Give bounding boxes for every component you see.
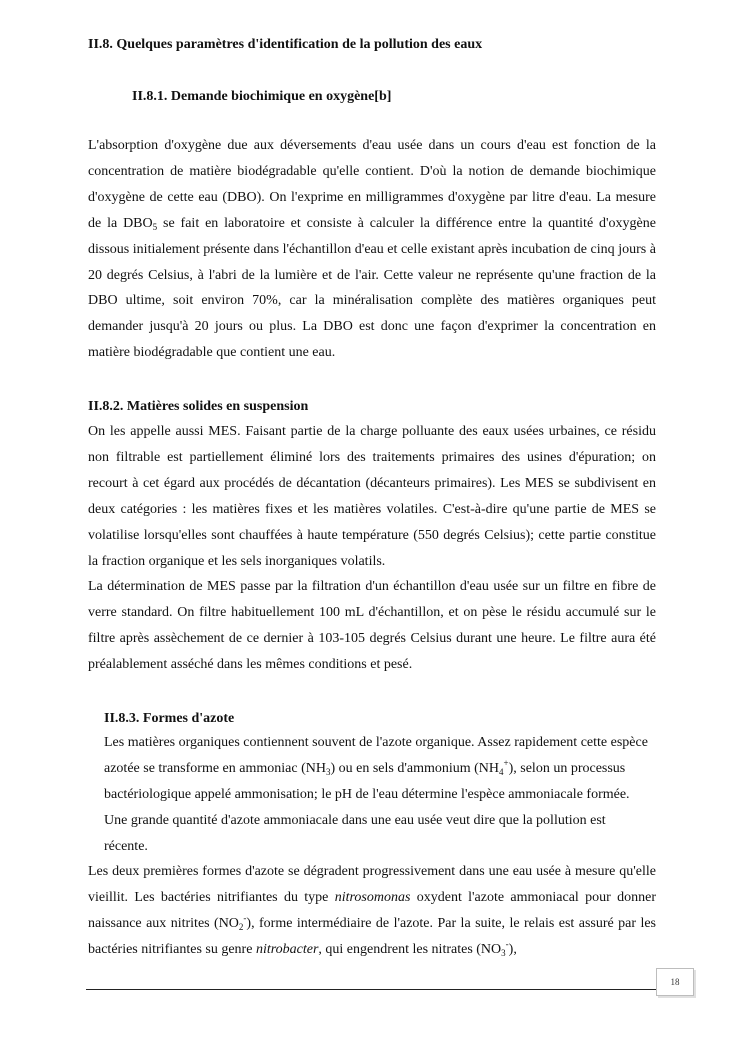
azote-p1-text-b: ) ou en sels d'ammonium (NH — [330, 760, 500, 776]
no3-subscript: 3 — [501, 947, 506, 958]
azote-p1-text-a: Les matières organiques contiennent souvent de l'azote organique. Assez rapidement cette espèce azotée se transforme en ammoniac (NH — [104, 735, 648, 776]
no2-superscript: - — [243, 912, 247, 923]
no2-subscript: 2 — [238, 921, 244, 932]
nitrobacter-term: nitrobacter — [255, 941, 319, 957]
footer-divider — [86, 989, 656, 990]
nh4-superscript: + — [503, 757, 509, 768]
azote-p2-text-b: oxydent l'azote ammoniacal pour donner naissance aux nitrites (NO — [88, 889, 657, 931]
azote-paragraph-1 — [104, 730, 652, 860]
azote-p2-text-a: Les deux premières formes d'azote se dégradent progressivement dans une eau usée à mesure qu'elle vieillit. Les bactéries nitrifiantes du type — [88, 864, 656, 905]
mes-paragraph-1: On les appelle aussi MES. Faisant partie de la charge polluante des eaux usées urbaines, ce résidu non filtrable est partiellement éliminé lors des traitements primaires des usines d'épuration; on recourt à cet égard aux procédés de décantation (décanteurs primaires). Les MES se subdivisent en deux catégories : les matières fixes et les matières volatiles. C'est-à-dire qu'une partie de MES se volatilise lorsqu'elles sont chauffées à haute température (550 degrés Celsius); cette partie constitue la fraction organique et les sels inorganiques volatils. — [88, 424, 656, 569]
azote-p2-text-c: ), forme intermédiaire de l'azote. Par la suite, le relais est assuré par les bactéries nitrifiantes su genre — [88, 915, 657, 957]
nitrosomonas-term: nitrosomonas — [334, 889, 411, 905]
dbo-heading: II.8.1. Demande biochimique en oxygène[b] — [132, 89, 392, 104]
nh4-subscript: 4 — [499, 766, 504, 777]
dbo-text-start: L'absorption d'oxygène due aux déversements d'eau usée dans un cours d'eau est fonction de la concentration de matière biodégradable qu'elle contient. D'où la notion de demande biochimique d'oxygène de cette eau (DBO). On l'exprime en milligrammes d'oxygène par litre d'eau. La mesure de la DBO — [88, 138, 656, 231]
section-title: II.8. Quelques paramètres d'identification de la pollution des eaux — [88, 37, 483, 52]
dbo-paragraph — [88, 133, 656, 366]
no3-superscript: - — [505, 938, 509, 949]
page-number: 18 — [656, 968, 694, 996]
dbo-text-end: se fait en laboratoire et consiste à calculer la différence entre la quantité d'oxygène dissous initialement présente dans l'échantillon d'eau et celle existant après incubation de cinq jours à 20 degrés Celsius, à l'abri de la lumière et de l'air. Cette valeur ne représente qu'une fraction de la DBO ultime, soit environ 70%, car la minéralisation complète des matières organiques peut demander jusqu'à 20 jours ou plus. La DBO est donc une façon d'exprimer la concentration en matière biodégradable que contient une eau. — [88, 215, 656, 361]
dbo-subscript: 5 — [152, 221, 158, 232]
mes-paragraph-2: La détermination de MES passe par la filtration d'un échantillon d'eau usée sur un filtre en fibre de verre standard. On filtre habituellement 100 mL d'échantillon, et on pèse le résidu accumulé sur le filtre après assèchement de ce dernier à 103-105 degrés Celsius durant une heure. Le filtre aura été préalablement asséché dans les mêmes conditions et pesé. — [88, 579, 656, 672]
azote-p2-text-e: ), — [508, 941, 517, 957]
azote-p2-text-d: , qui engendrent les nitrates (NO — [318, 941, 502, 957]
mes-heading: II.8.2. Matières solides en suspension — [88, 399, 309, 414]
nh3-subscript: 3 — [325, 766, 331, 777]
azote-heading: II.8.3. Formes d'azote — [104, 711, 235, 726]
azote-paragraph-2 — [88, 859, 656, 963]
azote-p1-text-c: ), selon un processus bactériologique appelé ammonisation; le pH de l'eau détermine l'espèce ammoniacale formée. Une grande quantité d'azote ammoniacale dans une eau usée veut dire que la pollution est récente. — [104, 760, 630, 854]
